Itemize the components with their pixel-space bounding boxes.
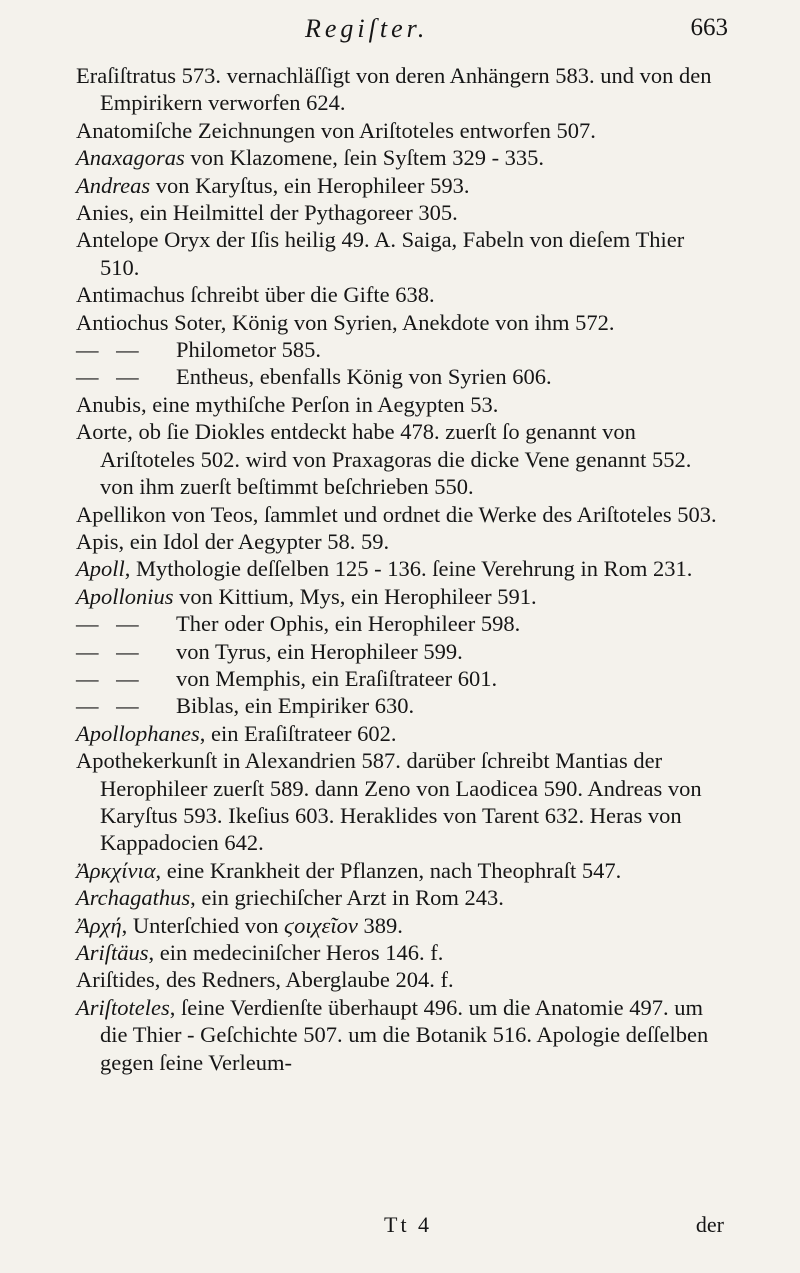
- entry-name: Andreas: [76, 172, 151, 198]
- greek-term: Ἀρχή: [76, 912, 122, 938]
- register-entry: Apellikon von Teos, ſammlet und ordnet die Werke des Ariſtoteles 503.: [76, 501, 717, 527]
- catchword: der: [695, 1212, 724, 1237]
- entry-name: Apoll: [76, 556, 125, 582]
- page-number: 663: [690, 14, 728, 41]
- entry-name: Apollonius: [76, 583, 174, 609]
- page-header: [0, 14, 800, 54]
- entry-name: Ariſtäus: [76, 940, 149, 965]
- register-entry: Anies, ein Heilmittel der Pythagoreer 305.: [76, 200, 458, 226]
- register-subentry: — — Ther oder Ophis, ein Herophileer 598.: [76, 611, 521, 637]
- signature-mark: Tt 4: [384, 1212, 433, 1237]
- ditto-dash: — —: [76, 337, 145, 363]
- register-entry: Andreas von Karyſtus, ein Herophileer 593.: [76, 172, 470, 198]
- page-title: Regiſter.: [305, 14, 429, 43]
- register-subentry: — — Philometor 585.: [76, 337, 321, 363]
- register-entry: Ἀρχή, Unterſchied von ϛοιχεῖον 389.: [76, 912, 403, 938]
- register-entry: Anaxagoras von Klazomene, ſein Syſtem 329 - 335.: [76, 145, 545, 171]
- ditto-dash: — —: [76, 693, 145, 719]
- register-entry: Apollonius von Kittium, Mys, ein Herophileer 591.: [76, 583, 537, 609]
- greek-term: Ἀρκχίνια: [76, 857, 156, 883]
- ditto-dash: — —: [76, 665, 145, 691]
- register-entry: Eraſiſtratus 573. vernachläſſigt von deren Anhängern 583. und von den Empirikern verworfen 624.: [76, 63, 712, 116]
- register-entry: Ἀρκχίνια, eine Krankheit der Pflanzen, nach Theophraſt 547.: [76, 857, 622, 883]
- register-entry: Antimachus ſchreibt über die Gifte 638.: [76, 282, 435, 308]
- entry-name: Ariſtoteles: [76, 994, 170, 1020]
- register-entries: [76, 62, 726, 1076]
- register-entry: Ariſtäus, ein medeciniſcher Heros 146. f.: [76, 940, 444, 965]
- register-entry: Anatomiſche Zeichnungen von Ariſtoteles entworfen 507.: [76, 117, 596, 143]
- register-entry: Apothekerkunſt in Alexandrien 587. darüber ſchreibt Mantias der Herophileer zuerſt 589. dann Zeno von Laodicea 590. Andreas von Karyſtus 593. Ikeſius 603. Heraklides von Tarent 632. Heras von Kappadocien 642.: [76, 748, 702, 856]
- greek-term: ϛοιχεῖον: [284, 912, 358, 938]
- ditto-dash: — —: [76, 638, 145, 664]
- register-entry: Ariſtoteles, ſeine Verdienſte überhaupt 496. um die Anatomie 497. um die Thier - Geſchichte 507. um die Botanik 516. Apologie deſſelben gegen ſeine Verleum-: [76, 994, 709, 1075]
- register-subentry: — — Entheus, ebenfalls König von Syrien 606.: [76, 364, 552, 390]
- register-subentry: — — von Memphis, ein Eraſiſtrateer 601.: [76, 665, 498, 691]
- entry-name: Apollophanes: [76, 720, 200, 746]
- register-entry: Apollophanes, ein Eraſiſtrateer 602.: [76, 720, 397, 746]
- ditto-dash: — —: [76, 364, 145, 390]
- ditto-dash: — —: [76, 611, 145, 637]
- page-footer: [0, 1212, 800, 1244]
- entry-name: Anaxagoras: [76, 145, 185, 171]
- register-entry: Apoll, Mythologie deſſelben 125 - 136. ſeine Verehrung in Rom 231.: [76, 556, 693, 582]
- register-entry: Aorte, ob ſie Diokles entdeckt habe 478. zuerſt ſo genannt von Ariſtoteles 502. wird von Praxagoras die dicke Vene genannt 552. von ihm zuerſt beſtimmt beſchrieben 550.: [76, 419, 692, 500]
- register-entry: Apis, ein Idol der Aegypter 58. 59.: [76, 528, 390, 554]
- register-entry: Anubis, eine mythiſche Perſon in Aegypten 53.: [76, 391, 499, 417]
- register-entry: Antelope Oryx der Iſis heilig 49. A. Saiga, Fabeln von dieſem Thier 510.: [76, 227, 685, 280]
- register-subentry: — — Biblas, ein Empiriker 630.: [76, 693, 415, 719]
- entry-name: Archagathus: [76, 885, 191, 911]
- register-entry: Antiochus Soter, König von Syrien, Anekdote von ihm 572.: [76, 309, 615, 335]
- register-subentry: — — von Tyrus, ein Herophileer 599.: [76, 638, 463, 664]
- register-entry: Ariſtides, des Redners, Aberglaube 204. f.: [76, 967, 454, 993]
- register-entry: Archagathus, ein griechiſcher Arzt in Rom 243.: [76, 885, 504, 911]
